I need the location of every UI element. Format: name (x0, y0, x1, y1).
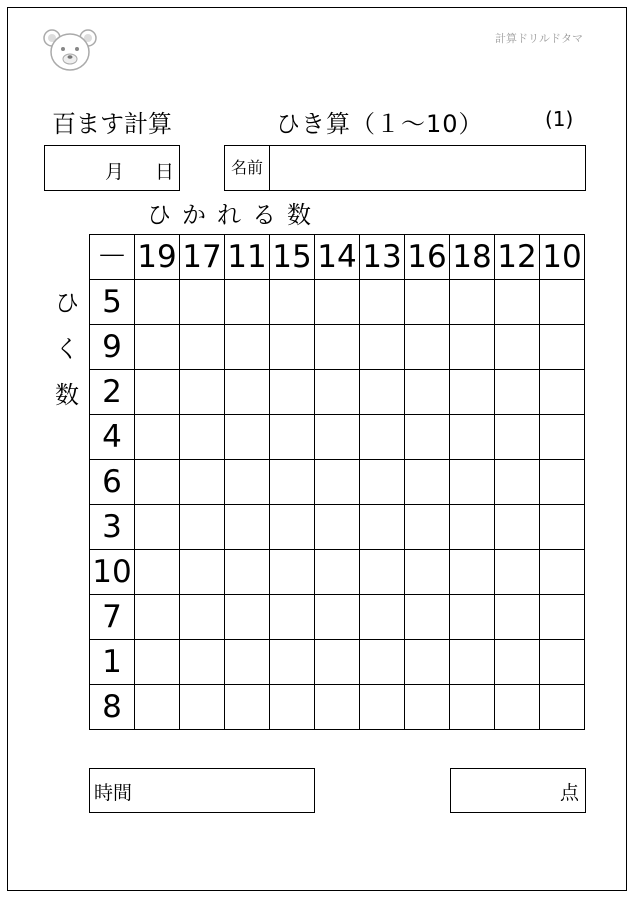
answer-cell[interactable] (405, 280, 450, 325)
page-title: 百ます計算 (52, 110, 172, 138)
grid-row (90, 685, 585, 730)
answer-cell[interactable] (450, 505, 495, 550)
answer-cell[interactable] (270, 460, 315, 505)
answer-cell[interactable] (450, 640, 495, 685)
answer-cell[interactable] (450, 280, 495, 325)
answer-cell[interactable] (180, 415, 225, 460)
column-header-cell: 19 (135, 235, 180, 280)
column-header-cell: 12 (495, 235, 540, 280)
answer-cell[interactable] (180, 370, 225, 415)
answer-cell[interactable] (495, 505, 540, 550)
row-header-char: ひ (55, 289, 79, 317)
grid-row (90, 280, 585, 325)
answer-cell[interactable] (360, 505, 405, 550)
answer-cell[interactable] (405, 460, 450, 505)
answer-cell[interactable] (315, 325, 360, 370)
answer-cell[interactable] (540, 325, 585, 370)
column-header-cell: 13 (360, 235, 405, 280)
worksheet-number: (1) (545, 107, 574, 131)
answer-cell[interactable] (450, 550, 495, 595)
brand-text: 計算ドリルドタマ (495, 32, 583, 45)
answer-cell[interactable] (405, 370, 450, 415)
answer-cell[interactable] (540, 550, 585, 595)
answer-cell[interactable] (315, 415, 360, 460)
answer-cell[interactable] (315, 280, 360, 325)
answer-cell[interactable] (495, 280, 540, 325)
row-header-cell: 8 (90, 685, 135, 730)
column-header-cell: 10 (540, 235, 585, 280)
answer-cell[interactable] (315, 640, 360, 685)
answer-cell[interactable] (135, 370, 180, 415)
name-field[interactable] (224, 145, 586, 191)
grid-row (90, 505, 585, 550)
answer-cell[interactable] (540, 595, 585, 640)
answer-cell[interactable] (225, 685, 270, 730)
answer-cell[interactable] (315, 550, 360, 595)
answer-cell[interactable] (360, 370, 405, 415)
answer-cell[interactable] (270, 505, 315, 550)
answer-cell[interactable] (450, 325, 495, 370)
answer-cell[interactable] (450, 415, 495, 460)
answer-cell[interactable] (450, 595, 495, 640)
answer-cell[interactable] (225, 505, 270, 550)
answer-cell[interactable] (135, 325, 180, 370)
answer-cell[interactable] (315, 685, 360, 730)
answer-cell[interactable] (495, 325, 540, 370)
row-header-cell: 5 (90, 280, 135, 325)
answer-cell[interactable] (270, 640, 315, 685)
answer-cell[interactable] (180, 505, 225, 550)
row-header-cell: 6 (90, 460, 135, 505)
answer-cell[interactable] (405, 685, 450, 730)
answer-cell[interactable] (180, 325, 225, 370)
month-label: 月 (105, 161, 125, 183)
answer-cell[interactable] (450, 370, 495, 415)
answer-cell[interactable] (225, 640, 270, 685)
answer-cell[interactable] (135, 640, 180, 685)
answer-cell[interactable] (180, 595, 225, 640)
answer-cell[interactable] (135, 460, 180, 505)
answer-cell[interactable] (405, 595, 450, 640)
answer-cell[interactable] (495, 460, 540, 505)
answer-cell[interactable] (405, 550, 450, 595)
row-header-cell: 7 (90, 595, 135, 640)
time-field[interactable] (89, 768, 315, 813)
row-header-cell: 10 (90, 550, 135, 595)
column-header-cell: 18 (450, 235, 495, 280)
answer-cell[interactable] (540, 370, 585, 415)
row-header-cell: 4 (90, 415, 135, 460)
answer-cell[interactable] (315, 460, 360, 505)
answer-cell[interactable] (315, 370, 360, 415)
score-field[interactable] (450, 768, 586, 813)
answer-cell[interactable] (135, 685, 180, 730)
answer-cell[interactable] (495, 685, 540, 730)
answer-cell[interactable] (270, 550, 315, 595)
grid-row (90, 640, 585, 685)
answer-cell[interactable] (135, 595, 180, 640)
grid-row (90, 370, 585, 415)
answer-cell[interactable] (540, 460, 585, 505)
grid-row (90, 595, 585, 640)
answer-cell[interactable] (405, 325, 450, 370)
answer-cell[interactable] (450, 460, 495, 505)
answer-cell[interactable] (495, 550, 540, 595)
time-label: 時間 (94, 782, 133, 804)
answer-cell[interactable] (540, 280, 585, 325)
operator-cell: － (90, 235, 135, 280)
answer-cell[interactable] (360, 460, 405, 505)
answer-cell[interactable] (135, 280, 180, 325)
answer-cell[interactable] (135, 415, 180, 460)
answer-cell[interactable] (180, 460, 225, 505)
name-label: 名前 (225, 146, 270, 190)
answer-cell[interactable] (540, 640, 585, 685)
column-header-cell: 14 (315, 235, 360, 280)
column-header-cell: 11 (225, 235, 270, 280)
answer-cell[interactable] (405, 640, 450, 685)
answer-cell[interactable] (270, 685, 315, 730)
answer-cell[interactable] (405, 505, 450, 550)
answer-cell[interactable] (270, 370, 315, 415)
row-header-cell: 1 (90, 640, 135, 685)
answer-cell[interactable] (495, 595, 540, 640)
answer-cell[interactable] (180, 685, 225, 730)
answer-cell[interactable] (495, 415, 540, 460)
answer-cell[interactable] (360, 595, 405, 640)
day-label: 日 (155, 161, 175, 183)
row-header-char: く (55, 335, 79, 363)
answer-cell[interactable] (225, 550, 270, 595)
answer-cell[interactable] (180, 280, 225, 325)
answer-cell[interactable] (225, 325, 270, 370)
answer-cell[interactable] (180, 550, 225, 595)
row-header-label (52, 280, 82, 418)
column-header-cell: 16 (405, 235, 450, 280)
answer-cell[interactable] (495, 640, 540, 685)
grid-row (90, 325, 585, 370)
grid-row (90, 415, 585, 460)
row-header-cell: 2 (90, 370, 135, 415)
answer-cell[interactable] (270, 280, 315, 325)
answer-cell[interactable] (360, 550, 405, 595)
hundred-square-grid (89, 234, 585, 730)
answer-cell[interactable] (270, 415, 315, 460)
answer-cell[interactable] (360, 640, 405, 685)
column-header-label: ひかれる数 (147, 201, 322, 229)
answer-cell[interactable] (405, 415, 450, 460)
answer-cell[interactable] (450, 685, 495, 730)
bear-logo-icon (42, 28, 98, 72)
topic-title: ひき算（１～10） (276, 110, 484, 138)
header-row (90, 235, 585, 280)
answer-cell[interactable] (315, 505, 360, 550)
answer-cell[interactable] (225, 460, 270, 505)
answer-cell[interactable] (360, 415, 405, 460)
date-field[interactable] (44, 145, 180, 191)
answer-cell[interactable] (360, 325, 405, 370)
row-header-cell: 9 (90, 325, 135, 370)
answer-cell[interactable] (225, 595, 270, 640)
row-header-char: 数 (55, 381, 79, 409)
answer-cell[interactable] (360, 280, 405, 325)
column-header-cell: 17 (180, 235, 225, 280)
answer-cell[interactable] (225, 415, 270, 460)
answer-cell[interactable] (360, 685, 405, 730)
answer-cell[interactable] (540, 505, 585, 550)
grid-row (90, 550, 585, 595)
score-label: 点 (559, 782, 579, 804)
row-header-cell: 3 (90, 505, 135, 550)
answer-cell[interactable] (135, 505, 180, 550)
answer-cell[interactable] (270, 595, 315, 640)
grid-row (90, 460, 585, 505)
answer-cell[interactable] (495, 370, 540, 415)
answer-cell[interactable] (180, 640, 225, 685)
answer-cell[interactable] (225, 280, 270, 325)
column-header-cell: 15 (270, 235, 315, 280)
answer-cell[interactable] (270, 325, 315, 370)
answer-cell[interactable] (135, 550, 180, 595)
answer-cell[interactable] (540, 685, 585, 730)
answer-cell[interactable] (540, 415, 585, 460)
answer-cell[interactable] (315, 595, 360, 640)
answer-cell[interactable] (225, 370, 270, 415)
